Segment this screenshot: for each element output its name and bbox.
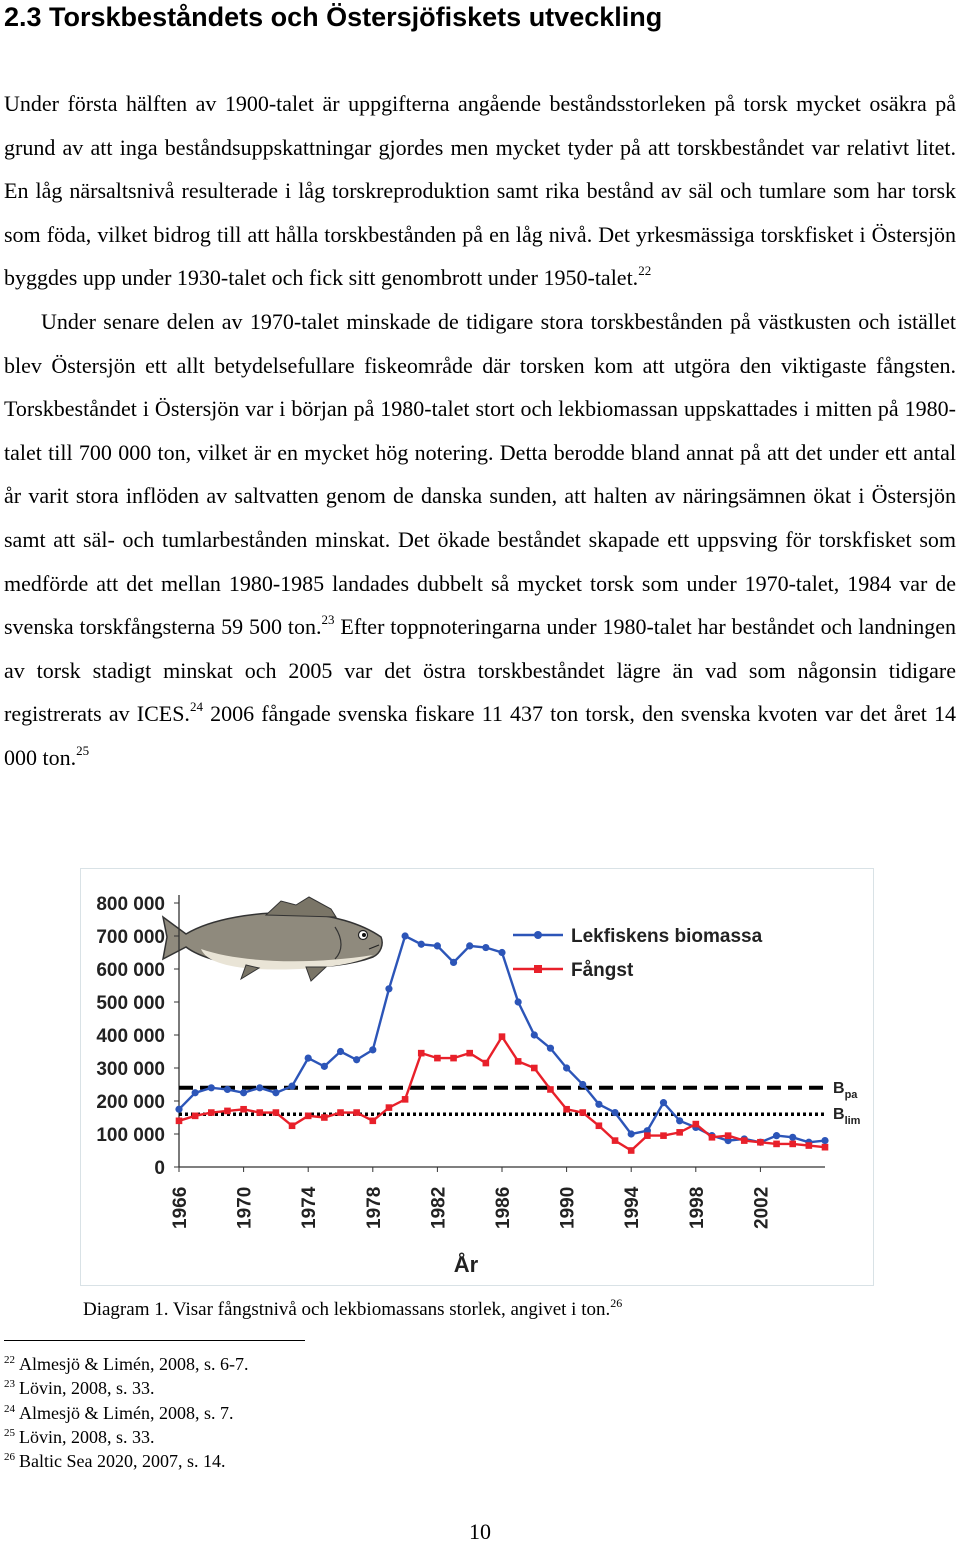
data-point-biomass bbox=[547, 1045, 554, 1052]
legend-label: Fångst bbox=[571, 960, 634, 981]
paragraph-2 bbox=[4, 300, 956, 780]
data-point-catch bbox=[273, 1109, 280, 1116]
data-point-biomass bbox=[676, 1117, 683, 1124]
data-point-biomass bbox=[579, 1081, 586, 1088]
footnote-number: 26 bbox=[4, 1451, 15, 1464]
x-tick-label: 1990 bbox=[557, 1186, 579, 1229]
data-point-biomass bbox=[482, 944, 489, 951]
x-tick-label: 1982 bbox=[428, 1186, 450, 1229]
data-point-biomass bbox=[402, 932, 409, 939]
data-point-biomass bbox=[595, 1101, 602, 1108]
data-point-catch bbox=[822, 1144, 829, 1151]
paragraph-1 bbox=[4, 82, 956, 300]
data-point-catch bbox=[773, 1141, 780, 1148]
data-point-catch bbox=[353, 1109, 360, 1116]
data-point-catch bbox=[628, 1147, 635, 1154]
footnote-item bbox=[4, 1425, 248, 1449]
x-axis-label: År bbox=[453, 1252, 479, 1277]
section-heading: 2.3 Torskbeståndets och Östersjöfiskets utveckling bbox=[4, 2, 663, 32]
data-point-catch bbox=[370, 1118, 377, 1125]
reference-label-lim: $B_{lim}$ bbox=[833, 1106, 861, 1128]
footnote-number: 23 bbox=[4, 1378, 15, 1391]
data-point-catch bbox=[466, 1050, 473, 1057]
data-point-catch bbox=[757, 1139, 764, 1146]
y-tick-label: 100 000 bbox=[96, 1125, 165, 1146]
x-tick-label: 2002 bbox=[751, 1186, 773, 1229]
data-point-biomass bbox=[321, 1063, 328, 1070]
footnote-ref-24[interactable]: 24 bbox=[189, 699, 203, 715]
data-point-biomass bbox=[385, 985, 392, 992]
y-tick-label: 800 000 bbox=[96, 894, 165, 915]
data-point-biomass bbox=[369, 1046, 376, 1053]
data-point-catch bbox=[176, 1118, 183, 1125]
data-point-catch bbox=[256, 1109, 263, 1116]
figure-caption bbox=[83, 1296, 623, 1321]
data-point-biomass bbox=[563, 1064, 570, 1071]
data-point-catch bbox=[418, 1050, 425, 1057]
y-tick-label: 200 000 bbox=[96, 1092, 165, 1113]
footnote-number: 22 bbox=[4, 1354, 15, 1366]
data-point-biomass bbox=[240, 1089, 247, 1096]
data-point-catch bbox=[289, 1122, 296, 1129]
x-tick-label: 1986 bbox=[493, 1186, 514, 1229]
data-point-catch bbox=[483, 1060, 490, 1067]
footnote-number: 25 bbox=[4, 1426, 15, 1439]
data-point-biomass bbox=[789, 1134, 796, 1141]
data-point-catch bbox=[612, 1137, 619, 1144]
paragraph-2-text-b: Efter toppnoteringarna under 1980-talet har beståndet och landningen av torsk stadigt minskat och 2005 var det östra torskbeståndet lägre än vad som någonsin tidigare registrerats av ICES. bbox=[4, 614, 956, 727]
footnote-ref-26[interactable]: 26 bbox=[610, 1296, 623, 1310]
data-point-biomass bbox=[256, 1084, 263, 1091]
footnote-ref-23[interactable]: 23 bbox=[321, 612, 335, 628]
data-point-catch bbox=[450, 1055, 457, 1062]
data-point-catch bbox=[321, 1114, 328, 1121]
data-point-biomass bbox=[498, 949, 505, 956]
x-tick-label: 1970 bbox=[234, 1186, 256, 1229]
line-chart bbox=[81, 869, 873, 1285]
data-point-biomass bbox=[305, 1055, 312, 1062]
x-tick-label: 1966 bbox=[170, 1186, 191, 1229]
x-tick-label: 1998 bbox=[686, 1186, 708, 1229]
data-point-catch bbox=[208, 1109, 215, 1116]
footnote-ref-25[interactable]: 25 bbox=[76, 742, 90, 758]
data-point-catch bbox=[515, 1058, 522, 1065]
footnote-text: Baltic Sea 2020, 2007, s. 14. bbox=[19, 1451, 226, 1472]
reference-label-pa: $B_{pa}$ bbox=[833, 1079, 858, 1101]
y-tick-label: 300 000 bbox=[96, 1059, 165, 1080]
data-point-biomass bbox=[434, 942, 441, 949]
body-text bbox=[4, 82, 956, 780]
data-point-biomass bbox=[531, 1031, 538, 1038]
footnote-item bbox=[4, 1376, 248, 1400]
footnote-item bbox=[4, 1352, 248, 1376]
data-point-biomass bbox=[515, 998, 522, 1005]
data-point-catch bbox=[240, 1106, 247, 1113]
data-point-catch bbox=[434, 1055, 441, 1062]
x-tick-label: 1994 bbox=[622, 1186, 644, 1229]
caption-text: Diagram 1. Visar fångstnivå och lekbiomassans storlek, angivet i ton. bbox=[83, 1299, 611, 1320]
footnotes bbox=[4, 1352, 248, 1473]
data-point-catch bbox=[741, 1137, 748, 1144]
data-point-catch bbox=[644, 1132, 651, 1139]
data-point-biomass bbox=[418, 941, 425, 948]
data-point-catch bbox=[402, 1096, 409, 1103]
data-point-catch bbox=[693, 1121, 700, 1128]
footnote-text: Almesjö & Limén, 2008, s. 6-7. bbox=[19, 1354, 249, 1374]
footnote-separator bbox=[4, 1340, 305, 1341]
footnote-text: Lövin, 2008, s. 33. bbox=[19, 1378, 155, 1399]
data-point-biomass bbox=[272, 1089, 279, 1096]
data-point-catch bbox=[192, 1113, 199, 1120]
data-point-biomass bbox=[192, 1089, 199, 1096]
footnote-item bbox=[4, 1449, 248, 1473]
data-point-biomass bbox=[224, 1086, 231, 1093]
chart-figure bbox=[80, 868, 874, 1286]
y-tick-label: 700 000 bbox=[96, 927, 165, 948]
x-tick-label: 1974 bbox=[299, 1186, 321, 1229]
data-point-biomass bbox=[773, 1132, 780, 1139]
data-point-catch bbox=[709, 1134, 716, 1141]
page-number: 10 bbox=[469, 1519, 491, 1544]
footnote-text: Almesjö & Limén, 2008, s. 7. bbox=[19, 1402, 234, 1423]
footnote-text: Lövin, 2008, s. 33. bbox=[19, 1426, 155, 1447]
data-point-catch bbox=[531, 1065, 538, 1072]
data-point-catch bbox=[547, 1086, 554, 1093]
paragraph-1-text: Under första hälften av 1900-talet är uppgifterna angående beståndsstorleken på torsk mycket osäkra på grund av att inga beståndsuppskattningar gjordes men mycket tyder på att torskbeståndet var relativt litet. En låg närsaltsnivå resulterade i låg torskreproduktion samt rika bestånd av säl och tumlare som har torsk som föda, vilket bidrog till att hålla torskbestånden på en låg nivå. Det yrkesmässiga torskfisket i Östersjön byggdes upp under 1930-talet och fick sitt genombrott under 1950-talet. bbox=[4, 91, 956, 291]
reference-subscript: pa bbox=[844, 1088, 858, 1101]
x-tick-label: 1978 bbox=[363, 1186, 385, 1229]
reference-subscript: lim bbox=[844, 1115, 861, 1128]
data-point-catch bbox=[499, 1033, 506, 1040]
data-point-catch bbox=[305, 1113, 312, 1120]
data-point-catch bbox=[725, 1132, 732, 1139]
data-point-biomass bbox=[821, 1137, 828, 1144]
y-tick-label: 400 000 bbox=[96, 1026, 165, 1047]
data-point-biomass bbox=[628, 1130, 635, 1137]
data-point-catch bbox=[806, 1142, 813, 1149]
paragraph-2-text-a: Under senare delen av 1970-talet minskade de tidigare stora torskbestånden på västkusten och istället blev Östersjön ett allt betydelsefullare fiskeområde där torsken kom att utgöra den viktigaste fångsten. Torskbeståndet i Östersjön var i början på 1980-talet stort och lekbiomassan uppskattades i mitten på 1980-talet till 700 000 ton, vilket är en mycket hög notering. Detta berodde bland annat på att det under ett antal år varit stora inflöden av saltvatten genom de danska sunden, att halten av näringsämnen ökat i Östersjön samt att säl- och tumlarbestånden minskat. Det ökade beståndet skapade ett uppsving för torskfisket som medförde att det mellan 1980-1985 landades dubbelt så mycket torsk som under 1970-talet, 1984 var de svenska torskfångsterna 59 500 ton. bbox=[4, 308, 956, 640]
data-point-biomass bbox=[353, 1056, 360, 1063]
data-point-catch bbox=[596, 1122, 603, 1129]
cod-fish-illustration bbox=[163, 897, 382, 981]
data-point-biomass bbox=[175, 1106, 182, 1113]
legend-marker bbox=[534, 965, 542, 973]
y-tick-label: 600 000 bbox=[96, 960, 165, 981]
footnote-item bbox=[4, 1401, 248, 1425]
data-point-biomass bbox=[466, 942, 473, 949]
data-point-biomass bbox=[337, 1048, 344, 1055]
footnote-number: 24 bbox=[4, 1402, 15, 1415]
paragraph-2-text-c: 2006 fångade svenska fiskare 11 437 ton torsk, den svenska kvoten var det året 14 000 ton. bbox=[4, 701, 957, 770]
footnote-ref-22[interactable]: 22 bbox=[638, 263, 652, 279]
data-point-catch bbox=[676, 1129, 683, 1136]
data-point-catch bbox=[660, 1132, 667, 1139]
data-point-biomass bbox=[288, 1083, 295, 1090]
legend-marker bbox=[534, 931, 542, 939]
legend-label: Lekfiskens biomassa bbox=[571, 926, 763, 947]
data-point-catch bbox=[579, 1109, 586, 1116]
data-point-catch bbox=[337, 1109, 344, 1116]
y-tick-label: 500 000 bbox=[96, 993, 165, 1014]
data-point-catch bbox=[224, 1108, 231, 1115]
data-point-biomass bbox=[450, 959, 457, 966]
data-point-catch bbox=[563, 1106, 570, 1113]
data-point-biomass bbox=[660, 1099, 667, 1106]
y-tick-label: 0 bbox=[154, 1158, 165, 1179]
data-point-catch bbox=[789, 1141, 796, 1148]
data-point-biomass bbox=[208, 1084, 215, 1091]
data-point-catch bbox=[386, 1104, 393, 1111]
data-point-biomass bbox=[611, 1109, 618, 1116]
